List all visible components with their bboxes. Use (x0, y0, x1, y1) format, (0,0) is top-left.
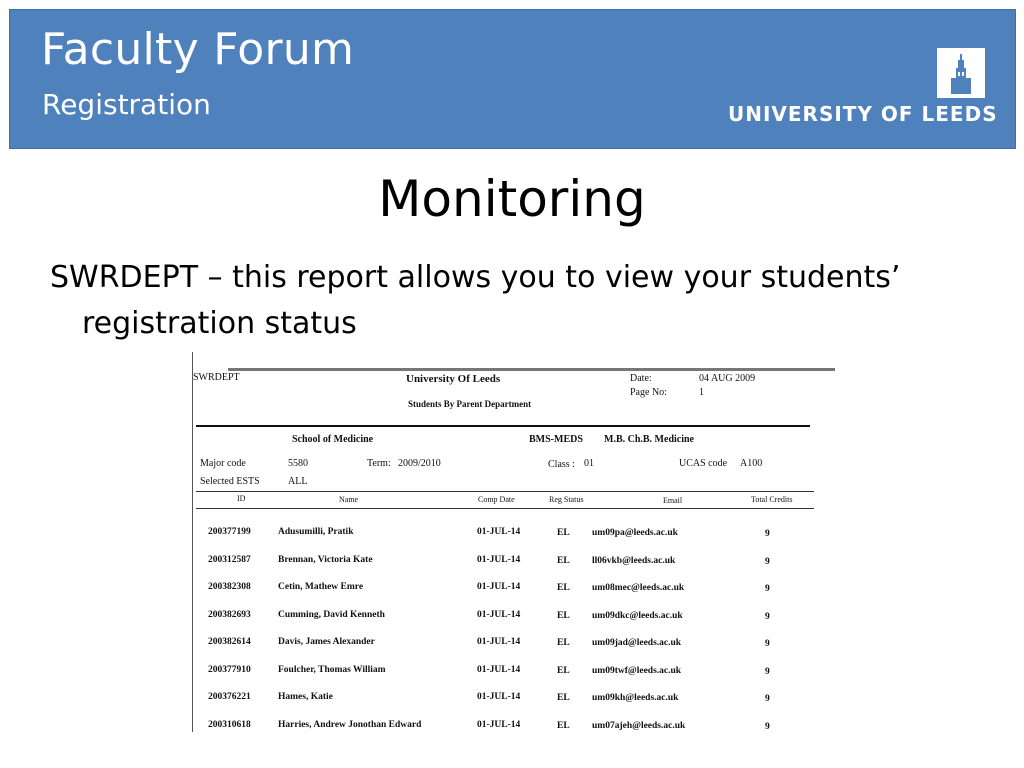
term-value: 2009/2010 (398, 458, 441, 469)
row-name: Cumming, David Kenneth (278, 609, 385, 620)
row-name: Harries, Andrew Jonothan Edward (278, 719, 422, 730)
bullet-text: SWRDEPT – this report allows you to view your students’ registration status (50, 260, 901, 341)
row-name: Hames, Katie (278, 692, 333, 702)
row-id: 200382308 (208, 582, 251, 592)
report-date-value: 04 AUG 2009 (699, 373, 756, 384)
ests-value: ALL (288, 476, 308, 487)
report-school: School of Medicine (292, 434, 374, 445)
row-reg-status: EL (557, 720, 570, 731)
row-email: um08mec@leeds.ac.uk (592, 583, 685, 593)
header-banner (9, 9, 1016, 149)
table-row (192, 555, 836, 571)
col-reg-status: Reg Status (549, 495, 584, 504)
table-row (192, 610, 836, 626)
row-credits: 9 (765, 584, 770, 594)
ucas-value: A100 (740, 458, 763, 469)
row-credits: 9 (765, 639, 770, 649)
table-row (192, 665, 836, 681)
row-id: 200376221 (208, 692, 251, 702)
row-comp-date: 01-JUL-14 (477, 664, 521, 675)
row-email: um09dkc@leeds.ac.uk (592, 610, 683, 621)
row-email: ll06vkb@leeds.ac.uk (592, 555, 676, 566)
col-name: Name (339, 495, 359, 504)
col-comp-date: Comp Date (478, 495, 515, 504)
row-comp-date: 01-JUL-14 (477, 527, 521, 537)
row-comp-date: 01-JUL-14 (477, 637, 521, 647)
table-row (192, 720, 836, 733)
row-comp-date: 01-JUL-14 (477, 582, 521, 592)
row-email: um09twf@leeds.ac.uk (592, 665, 682, 676)
ucas-label: UCAS code (679, 458, 728, 469)
row-credits: 9 (765, 529, 770, 539)
col-total-credits: Total Credits (751, 495, 793, 504)
row-reg-status: EL (557, 528, 570, 538)
row-credits: 9 (765, 721, 770, 732)
row-name: Davis, James Alexander (278, 637, 375, 647)
university-logo-icon (937, 48, 985, 98)
major-code-label: Major code (200, 458, 246, 469)
term-label: Term: (367, 458, 391, 469)
row-credits: 9 (765, 666, 770, 677)
row-id: 200377199 (208, 527, 251, 537)
row-reg-status: EL (557, 583, 570, 593)
header-subtitle: Registration (42, 88, 211, 121)
class-label: Class : (548, 459, 575, 470)
row-id: 200312587 (208, 554, 251, 565)
header-title: Faculty Forum (41, 24, 355, 75)
row-name: Cetin, Mathew Emre (278, 582, 364, 592)
report-screenshot (192, 352, 836, 732)
row-credits: 9 (765, 694, 770, 704)
row-reg-status: EL (557, 555, 570, 566)
row-id: 200310618 (208, 719, 251, 730)
col-id: ID (237, 494, 246, 503)
header-rule-top (196, 491, 814, 492)
class-value: 01 (584, 458, 594, 469)
header-rule-bottom (196, 508, 814, 509)
row-reg-status: EL (557, 610, 570, 621)
ests-label: Selected ESTS (200, 476, 260, 487)
report-programme-name: M.B. Ch.B. Medicine (604, 434, 694, 445)
row-id: 200382614 (208, 637, 251, 647)
report-programme-code: BMS-MEDS (529, 434, 583, 445)
row-credits: 9 (765, 611, 770, 622)
report-code: SWRDEPT (193, 372, 240, 383)
row-name: Foulcher, Thomas William (278, 664, 386, 675)
table-row (192, 637, 836, 653)
row-reg-status: EL (557, 693, 570, 703)
report-page-value: 1 (699, 387, 704, 398)
row-reg-status: EL (557, 665, 570, 676)
university-wordmark: UNIVERSITY OF LEEDS (728, 102, 998, 126)
report-date-label: Date: (630, 373, 652, 384)
table-row (192, 692, 836, 708)
table-row (192, 582, 836, 598)
row-email: um09kh@leeds.ac.uk (592, 693, 679, 703)
row-comp-date: 01-JUL-14 (477, 609, 521, 620)
row-email: um07ajeh@leeds.ac.uk (592, 720, 686, 731)
col-email: Email (663, 496, 683, 505)
row-credits: 9 (765, 556, 770, 567)
row-email: um09pa@leeds.ac.uk (592, 528, 678, 538)
row-name: Brennan, Victoria Kate (278, 554, 373, 565)
report-subtitle: Students By Parent Department (408, 399, 532, 409)
table-row (192, 527, 836, 543)
row-reg-status: EL (557, 638, 570, 648)
row-comp-date: 01-JUL-14 (477, 692, 521, 702)
report-page-label: Page No: (630, 387, 667, 398)
report-divider (196, 425, 810, 427)
report-top-rule (228, 368, 835, 371)
row-comp-date: 01-JUL-14 (477, 554, 521, 565)
row-email: um09jad@leeds.ac.uk (592, 638, 682, 648)
major-code-value: 5580 (288, 458, 308, 469)
row-id: 200382693 (208, 609, 251, 620)
slide-title: Monitoring (378, 170, 646, 228)
row-name: Adusumilli, Pratik (278, 527, 354, 537)
row-id: 200377910 (208, 664, 251, 675)
report-university: University Of Leeds (406, 373, 501, 385)
row-comp-date: 01-JUL-14 (477, 719, 521, 730)
